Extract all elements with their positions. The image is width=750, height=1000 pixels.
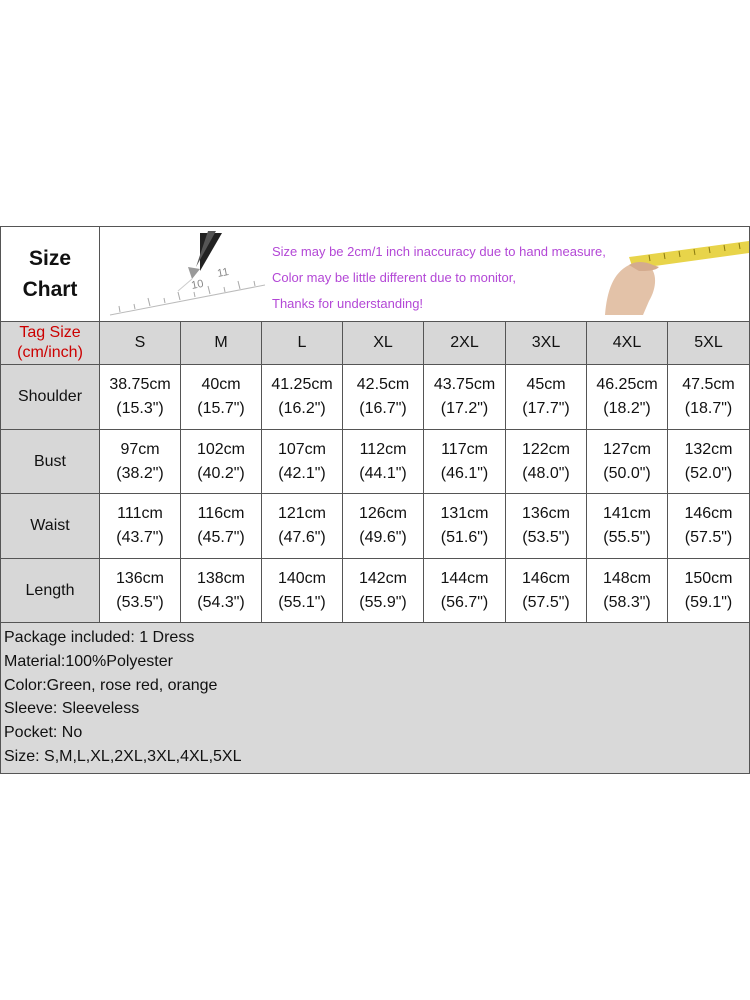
cm-value: 126cm: [358, 505, 408, 522]
cm-value: 121cm: [277, 505, 327, 522]
measurement-cell: [668, 494, 749, 559]
notice-line-1: Size may be 2cm/1 inch inaccuracy due to hand measure,: [272, 244, 606, 259]
inch-value: (59.1"): [684, 593, 733, 611]
measurement-cell: [424, 365, 506, 430]
inch-value: (17.7"): [522, 400, 570, 417]
row-label: Bust: [1, 430, 100, 494]
row-label: Shoulder: [1, 365, 100, 430]
cm-value: 41.25cm: [271, 376, 333, 393]
pencil-ruler-illustration: [100, 227, 270, 321]
inch-value: (50.0"): [603, 464, 651, 482]
measurement-cell: [343, 365, 424, 430]
measurement-cell: [424, 559, 506, 623]
measurement-cell: [262, 365, 343, 430]
measurement-cell: [668, 365, 749, 430]
notice-text: [272, 239, 606, 317]
measurement-cell: [587, 365, 668, 430]
cm-value: 38.75cm: [109, 376, 171, 393]
notice-line-3: Thanks for understanding!: [272, 296, 424, 311]
size-chart: [0, 226, 750, 774]
inch-value: (16.7"): [359, 400, 407, 417]
cm-value: 136cm: [521, 505, 571, 522]
cm-value: 40cm: [201, 376, 241, 393]
cm-value: 46.25cm: [596, 376, 658, 393]
row-label: Length: [1, 559, 100, 623]
inch-value: (15.3"): [116, 400, 164, 417]
inch-value: (54.3"): [197, 593, 245, 611]
measurement-cell: [506, 365, 587, 430]
inch-value: (15.7"): [197, 400, 245, 417]
inch-value: (18.7"): [684, 400, 733, 417]
size-header-cell: 5XL: [668, 322, 749, 365]
product-specs: [1, 623, 749, 773]
cm-value: 107cm: [277, 440, 327, 458]
size-header-cell: S: [100, 322, 181, 365]
cm-value: 47.5cm: [682, 376, 735, 393]
measurement-cell: [506, 494, 587, 559]
size-header-cell: 4XL: [587, 322, 668, 365]
inch-value: (16.2"): [278, 400, 326, 417]
cm-value: 111cm: [117, 505, 163, 522]
measurement-cell: [668, 430, 749, 494]
inch-value: (44.1"): [359, 464, 407, 482]
measurement-cell: [262, 559, 343, 623]
inch-value: (53.5"): [522, 529, 570, 546]
cm-value: 140cm: [277, 569, 327, 587]
cm-value: 150cm: [684, 569, 733, 587]
notice-line-2: Color may be little different due to monitor,: [272, 270, 516, 285]
cm-value: 141cm: [602, 505, 652, 522]
measurement-cell: [181, 559, 262, 623]
ruler-number-11: 11: [216, 265, 230, 280]
cm-value: 45cm: [526, 376, 566, 393]
cm-value: 136cm: [115, 569, 165, 587]
tag-size-label: [1, 322, 100, 365]
inch-value: (49.6"): [359, 529, 407, 546]
inch-value: (17.2"): [440, 400, 489, 417]
inch-value: (46.1"): [440, 464, 489, 482]
ruler-number-10: 10: [190, 277, 205, 292]
measurement-cell: [100, 559, 181, 623]
inch-value: (51.6"): [440, 529, 489, 546]
inch-value: (57.5"): [522, 593, 570, 611]
spec-color: Color:Green, rose red, orange: [4, 676, 218, 694]
spec-pocket: Pocket: No: [4, 724, 83, 742]
cm-value: 144cm: [440, 569, 489, 587]
spec-size: Size: S,M,L,XL,2XL,3XL,4XL,5XL: [4, 747, 242, 765]
cm-value: 146cm: [521, 569, 571, 587]
measurement-cell: [424, 430, 506, 494]
cm-value: 112cm: [359, 440, 407, 458]
cm-value: 146cm: [684, 505, 733, 522]
inch-value: (38.2"): [116, 464, 164, 482]
measurement-cell: [424, 494, 506, 559]
hand-tape-measure-illustration: [599, 227, 749, 321]
measurement-cell: [343, 430, 424, 494]
cm-value: 131cm: [440, 505, 489, 522]
measurement-cell: [506, 430, 587, 494]
measurement-cell: [262, 430, 343, 494]
inch-value: (40.2"): [197, 464, 245, 482]
spec-package: Package included: 1 Dress: [4, 629, 195, 646]
cm-value: 138cm: [196, 569, 246, 587]
measurement-cell: [181, 430, 262, 494]
title-line-1: Size: [28, 247, 72, 270]
title-line-2: Chart: [22, 278, 78, 301]
size-chart-title: [1, 227, 100, 322]
measurement-cell: [262, 494, 343, 559]
spec-material: Material:100%Polyester: [4, 652, 173, 670]
cm-value: 117cm: [441, 440, 488, 458]
inch-value: (56.7"): [440, 593, 489, 611]
measurement-cell: [343, 494, 424, 559]
inch-value: (47.6"): [278, 529, 326, 546]
measurement-cell: [181, 494, 262, 559]
inch-value: (43.7"): [116, 529, 164, 546]
cm-value: 122cm: [521, 440, 571, 458]
measurement-cell: [100, 494, 181, 559]
inch-value: (52.0"): [684, 464, 733, 482]
inch-value: (18.2"): [603, 400, 651, 417]
cm-value: 132cm: [684, 440, 733, 458]
inch-value: (55.1"): [278, 593, 326, 611]
notice-banner: [100, 227, 749, 322]
size-header-cell: M: [181, 322, 262, 365]
measurement-cell: [181, 365, 262, 430]
inch-value: (55.5"): [603, 529, 651, 546]
measurement-cell: [100, 430, 181, 494]
inch-value: (42.1"): [278, 464, 326, 482]
size-header-cell: 3XL: [506, 322, 587, 365]
measurement-cell: [506, 559, 587, 623]
tag-size-line-2: (cm/inch): [17, 344, 83, 361]
measurement-cell: [587, 559, 668, 623]
inch-value: (55.9"): [359, 593, 407, 611]
cm-value: 127cm: [602, 440, 652, 458]
inch-value: (48.0"): [522, 464, 570, 482]
measurement-cell: [587, 494, 668, 559]
cm-value: 148cm: [602, 569, 652, 587]
inch-value: (57.5"): [684, 529, 733, 546]
cm-value: 102cm: [196, 440, 246, 458]
cm-value: 116cm: [197, 505, 245, 522]
size-header-cell: XL: [343, 322, 424, 365]
inch-value: (45.7"): [197, 529, 245, 546]
measurement-cell: [587, 430, 668, 494]
cm-value: 97cm: [120, 440, 160, 458]
spec-sleeve: Sleeve: Sleeveless: [4, 700, 140, 718]
inch-value: (53.5"): [116, 593, 164, 611]
measurement-cell: [668, 559, 749, 623]
tag-size-line-1: Tag Size: [19, 324, 81, 341]
cm-value: 43.75cm: [433, 376, 496, 393]
size-header-cell: 2XL: [424, 322, 506, 365]
inch-value: (58.3"): [603, 593, 651, 611]
row-label: Waist: [1, 494, 100, 559]
cm-value: 142cm: [358, 569, 408, 587]
size-header-cell: L: [262, 322, 343, 365]
measurement-cell: [100, 365, 181, 430]
measurement-cell: [343, 559, 424, 623]
cm-value: 42.5cm: [356, 376, 410, 393]
